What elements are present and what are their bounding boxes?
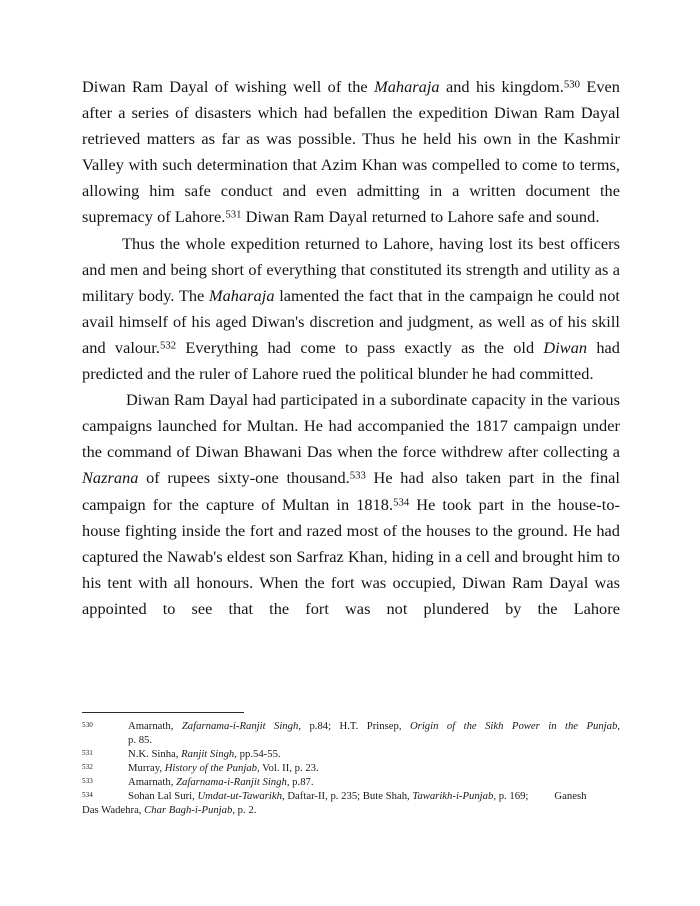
footnote-reference-532[interactable]: 532 (160, 339, 177, 352)
footnote-text (128, 762, 319, 774)
footnote-item (82, 790, 620, 817)
text-run: p. 85. (128, 733, 153, 746)
text-run: had predicted and the ruler of Lahore rued the political blunder he had committed. (82, 337, 620, 384)
text-run: , (617, 720, 621, 732)
footnote-reference-531[interactable]: 531 (225, 208, 242, 221)
text-run: Thus the whole expedition returned to Lahore, having lost its best officers and men and being short of everything that constituted its strength and utility as a military body. The (82, 233, 620, 305)
text-run: , Daftar-II, p. 235; Bute Shah, (282, 790, 413, 803)
text-run: , p.84; H.T. Prinsep, (298, 720, 410, 732)
footnote-item (82, 776, 620, 790)
italic-title: Nazrana (82, 468, 139, 488)
text-run: , Vol. II, p. 23. (257, 761, 319, 774)
text-run: of rupees sixty-one thousand. (138, 468, 350, 488)
text-run: He took part in the house-to-house fighting inside the fort and razed most of the houses to the ground. He had captured the Nawab's eldest son Sarfraz Khan, hiding in a cell and brought him to his tent with all honours. When the fort was occupied, Diwan Ram Dayal was appointed to see that the fort was not plundered by the Lahore (82, 494, 620, 618)
text-run: , p. 2. (232, 803, 257, 816)
footnote-item (82, 748, 620, 762)
footnote-item (82, 720, 620, 747)
italic-title: Char Bagh-i-Punjab (144, 803, 233, 816)
footnote-number: 530 (82, 721, 93, 729)
footnote-text-continuation (82, 804, 620, 818)
italic-title: History of the Punjab (164, 761, 258, 774)
italic-title: Zafarnama-i-Ranjit Singh (176, 776, 287, 789)
footnote-reference-530[interactable]: 530 (563, 78, 580, 91)
footnote-list (82, 720, 620, 818)
text-run: , pp.54-55. (234, 747, 281, 760)
text-run: lamented the fact that in the campaign he could not avail himself of his aged Diwan's discretion and judgment, as well as of his skill and valour. (82, 285, 620, 357)
italic-title: Maharaja (374, 77, 440, 96)
footnote-item (82, 762, 620, 776)
footnote-text (128, 776, 314, 788)
paragraph-3 (82, 387, 620, 622)
footnote-number: 533 (82, 777, 93, 786)
footnote-separator-rule (82, 712, 244, 713)
text-run: Diwan Ram Dayal returned to Lahore safe and sound. (241, 207, 600, 227)
text-run: and his kingdom. (439, 77, 564, 96)
text-run: , p.87. (286, 776, 314, 789)
text-run: Ganesh (554, 790, 587, 803)
footnote-reference-534[interactable]: 534 (393, 495, 410, 508)
italic-title: Umdat-ut-Tawarikh (197, 790, 282, 803)
italic-title: Origin of the Sikh Power in the Punjab (409, 720, 618, 732)
footnote-reference-533[interactable]: 533 (349, 469, 366, 482)
text-run: Das Wadehra, (82, 803, 145, 816)
paragraph-2 (82, 231, 620, 388)
text-run: Amarnath, (128, 720, 182, 732)
italic-title: Ranjit Singh (181, 747, 235, 760)
footnote-text (82, 790, 620, 804)
text-run: N.K. Sinha, (128, 747, 182, 760)
paragraph-1 (82, 74, 620, 231)
text-run: Murray, (128, 761, 165, 774)
footnote-number: 531 (82, 748, 93, 757)
footnote-text (128, 720, 620, 734)
text-run: Even after a series of disasters which had befallen the expedition Diwan Ram Dayal retrieved matters as far as was possible. Thus he held his own in the Kashmir Valley with such determination that Azim Khan was compelled to come to terms, allowing him safe conduct and even admitting in a written document the supremacy of Lahore. (82, 77, 620, 227)
footnote-text (128, 748, 281, 760)
text-run: He had also taken part in the final campaign for the capture of Multan in 1818. (82, 468, 620, 514)
italic-title: Diwan (543, 337, 588, 357)
text-run: Diwan Ram Dayal of wishing well of the (82, 77, 375, 96)
footnote-number: 534 (82, 791, 93, 800)
footnote-text-continuation (128, 734, 620, 748)
footnote-number: 532 (82, 762, 93, 771)
text-run: Everything had come to pass exactly as the old (176, 337, 544, 357)
text-run: Amarnath, (128, 776, 177, 789)
italic-title: Zafarnama-i-Ranjit Singh (181, 720, 299, 732)
text-run: Diwan Ram Dayal had participated in a subordinate capacity in the various campaigns launched for Multan. He had accompanied the 1817 campaign under the command of Diwan Bhawani Das when the force withdrew after collecting a (82, 390, 620, 462)
text-run: , p. 169; (493, 790, 529, 803)
body-text-block (82, 74, 620, 622)
footnote-area (82, 712, 620, 818)
italic-title: Maharaja (208, 285, 275, 305)
text-run: Sohan Lal Suri, (128, 790, 198, 803)
italic-title: Tawarikh-i-Punjab (412, 790, 494, 803)
